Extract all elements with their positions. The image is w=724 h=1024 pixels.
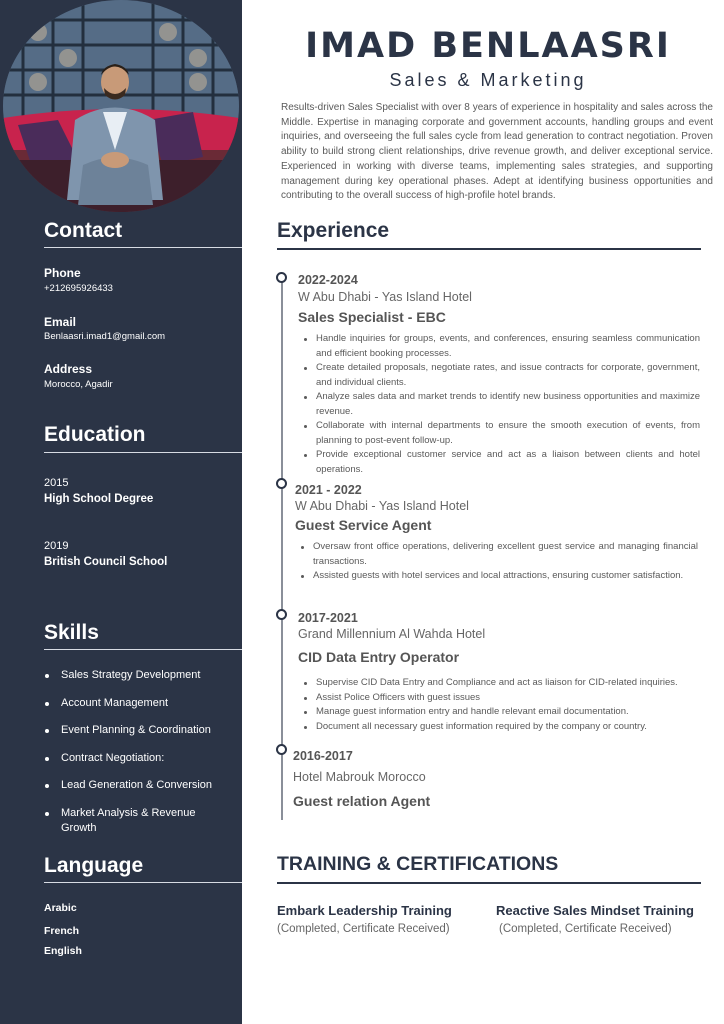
- job-duty: Collaborate with internal departments to ensure the smooth execution of events, from planning to post-event follow-up.: [302, 419, 700, 448]
- job-date: 2016-2017: [293, 749, 353, 763]
- job-title: Guest relation Agent: [293, 793, 431, 809]
- job-duty: Assist Police Officers with guest issues: [302, 691, 700, 706]
- timeline-dot: [276, 744, 287, 755]
- language-item: Arabic: [44, 902, 77, 914]
- certification-status: (Completed, Certificate Received): [499, 923, 672, 935]
- email-value[interactable]: Benlaasri.imad1@gmail.com: [44, 331, 166, 342]
- job-duties: [299, 540, 698, 584]
- job-duty: Analyze sales data and market trends to identify new business opportunities and maximize revenue.: [302, 390, 700, 419]
- skills-heading: Skills: [44, 621, 99, 644]
- email-label: Email: [44, 315, 77, 329]
- job-duty: Create detailed proposals, negotiate rates, and issue contracts for corporate, government, and individual clients.: [302, 361, 700, 390]
- job-company: Grand Millennium Al Wahda Hotel: [298, 627, 486, 641]
- job-title: Sales Specialist - EBC: [298, 309, 446, 325]
- job-duty: Document all necessary guest information required by the company or country.: [302, 720, 700, 735]
- contact-heading: Contact: [44, 219, 123, 242]
- language-item: French: [44, 925, 80, 937]
- skill-item: Lead Generation & Conversion: [44, 778, 234, 793]
- education-divider: [44, 452, 242, 453]
- timeline-dot: [276, 478, 287, 489]
- certifications-heading: TRAINING & CERTIFICATIONS: [277, 853, 559, 875]
- education-school: High School Degree: [44, 493, 154, 505]
- language-heading: Language: [44, 854, 144, 877]
- education-year: 2019: [44, 540, 69, 552]
- education-heading: Education: [44, 423, 146, 446]
- job-duty: Assisted guests with hotel services and local attractions, ensuring customer satisfaction.: [299, 569, 698, 584]
- certification-name: Reactive Sales Mindset Training: [496, 903, 694, 918]
- job-duties: [302, 332, 700, 477]
- phone-label: Phone: [44, 266, 81, 280]
- profile-photo: [3, 0, 239, 212]
- job-title: CID Data Entry Operator: [298, 649, 460, 665]
- experience-heading: Experience: [277, 219, 390, 242]
- candidate-role: Sales & Marketing: [389, 70, 587, 90]
- skills-divider: [44, 649, 242, 650]
- certifications-divider: [277, 882, 701, 884]
- sidebar: [0, 0, 242, 1024]
- skill-item: Market Analysis & Revenue Growth: [44, 806, 234, 836]
- certification-name: Embark Leadership Training: [277, 903, 452, 918]
- job-duty: Oversaw front office operations, delivering excellent guest service and managing financial transactions.: [299, 540, 698, 569]
- education-year: 2015: [44, 477, 69, 489]
- timeline-dot: [276, 609, 287, 620]
- skill-item: Sales Strategy Development: [44, 668, 234, 683]
- job-date: 2022-2024: [298, 273, 358, 287]
- contact-divider: [44, 247, 242, 248]
- address-label: Address: [44, 362, 93, 376]
- certification-status: (Completed, Certificate Received): [277, 923, 450, 935]
- phone-value[interactable]: +212695926433: [44, 283, 113, 294]
- job-duty: Manage guest information entry and handle relevant email documentation.: [302, 705, 700, 720]
- skill-item: Contract Negotiation:: [44, 751, 234, 766]
- job-title: Guest Service Agent: [295, 517, 432, 533]
- job-date: 2017-2021: [298, 611, 358, 625]
- timeline-line: [281, 275, 283, 820]
- candidate-name: IMAD BENLAASRI: [305, 26, 671, 66]
- job-duty: Supervise CID Data Entry and Compliance and act as liaison for CID-related inquiries.: [302, 676, 700, 691]
- job-duty: Provide exceptional customer service and act as a liaison between clients and hotel operations.: [302, 448, 700, 477]
- job-duties: [302, 676, 700, 734]
- job-company: W Abu Dhabi - Yas Island Hotel: [298, 290, 472, 304]
- address-value: Morocco, Agadir: [44, 379, 113, 390]
- skill-item: Account Management: [44, 696, 234, 711]
- language-item: English: [44, 945, 82, 957]
- skills-list: [44, 668, 234, 848]
- profile-summary: Results-driven Sales Specialist with over 8 years of experience in hospitality and sales across the Middle. Expertise in managing corporate and government accounts, handling groups and event inquiries, and overseeing the full sales cycle from lead generation to contract negotiation. Proven ability to build strong client relationships, drive revenue growth, and deliver exceptional service. Experienced in working with diverse teams, implementing sales strategies, and supporting management during key operational phases. Adept at identifying business opportunities and contributing to the overall success of high-profile hotel brands.: [281, 102, 713, 202]
- skill-item: Event Planning & Coordination: [44, 723, 234, 738]
- job-company: W Abu Dhabi - Yas Island Hotel: [295, 499, 469, 513]
- education-school: British Council School: [44, 556, 168, 568]
- language-divider: [44, 882, 242, 883]
- job-company: Hotel Mabrouk Morocco: [293, 770, 426, 784]
- experience-divider: [277, 248, 701, 250]
- timeline-dot: [276, 272, 287, 283]
- job-duty: Handle inquiries for groups, events, and conferences, ensuring seamless communication and efficient booking processes.: [302, 332, 700, 361]
- job-date: 2021 - 2022: [295, 483, 362, 497]
